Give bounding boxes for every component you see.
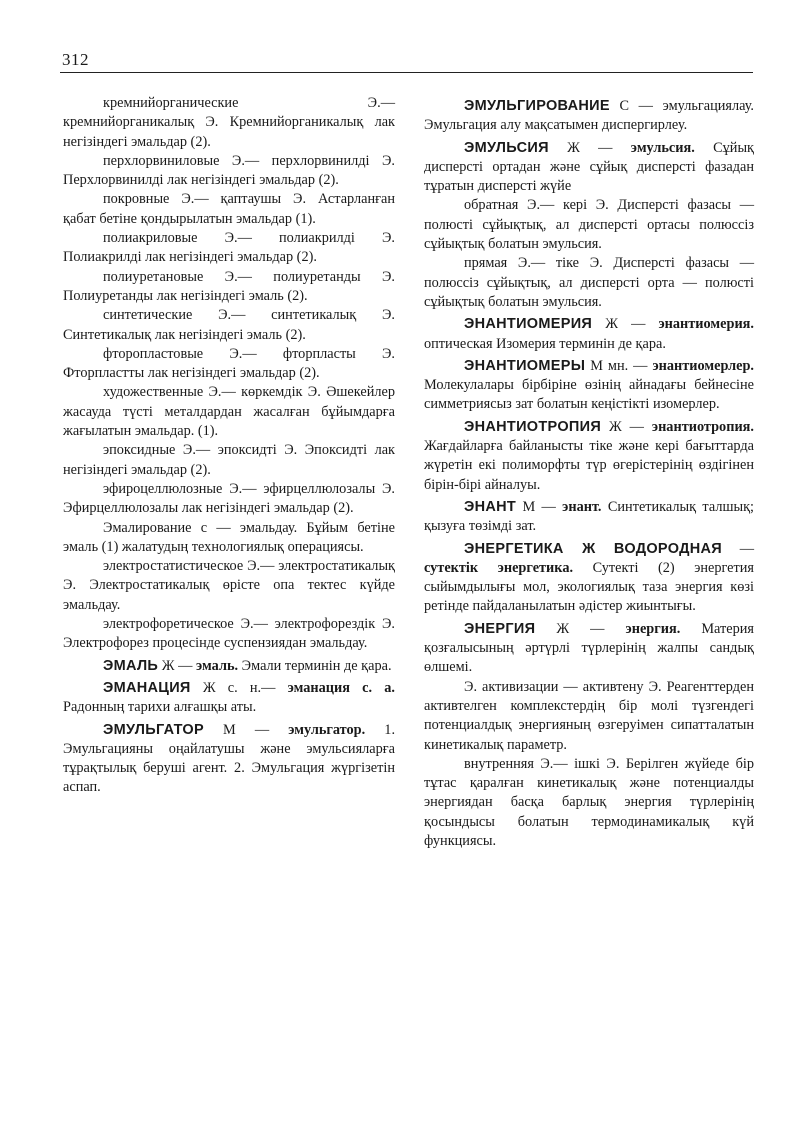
translation: эмаль. <box>195 657 239 674</box>
dictionary-subentry <box>63 441 395 480</box>
dictionary-subentry <box>63 94 395 152</box>
grammar-marker: Ж — <box>592 316 659 333</box>
grammar-marker: Ж — <box>601 418 652 435</box>
grammar-marker: М мн. — <box>585 357 653 374</box>
dictionary-subentry <box>424 678 754 755</box>
entry-text: покровные Э.— қаптаушы Э. Астарланған қабат бетіне қондырылатын эмальдар (1). <box>63 191 395 227</box>
translation: эмульгатор. <box>288 721 366 738</box>
dictionary-headword-entry <box>424 315 754 354</box>
entry-text: синтетические Э.— синтетикалық Э. Синтетикалық лак негізіндегі эмаль (2). <box>63 307 395 343</box>
entry-text: Э. активизации — активтену Э. Реагенттерден активтелген комплекстердің бір молі түзгендегі потенциалдық энергияның өзгеруімен сипатталатын кинетикалық параметр. <box>424 678 754 753</box>
entry-text: полиуретановые Э.— полиуретанды Э. Полиуретанды лак негізіндегі эмаль (2). <box>63 268 395 304</box>
dictionary-headword-entry <box>424 498 754 537</box>
dictionary-subentry <box>63 383 395 441</box>
entry-text: фторопластовые Э.— фторпласты Э. Фторпластты лак негізіндегі эмальдар (2). <box>63 345 395 382</box>
dictionary-subentry <box>63 557 395 615</box>
entry-text: Сұйық дисперсті ортадан және сұйық дисперсті фазадан тұратын дисперсті жүйе <box>424 139 754 195</box>
dictionary-headword-entry <box>424 540 754 617</box>
page-number: 312 <box>62 50 89 69</box>
dictionary-subentry <box>63 268 395 307</box>
dictionary-subentry <box>63 190 395 229</box>
grammar-marker: С — <box>609 98 663 114</box>
headword: ЭНАНТИОТРОПИЯ <box>464 418 602 435</box>
dictionary-headword-entry <box>424 620 754 678</box>
dictionary-subentry <box>424 755 754 851</box>
entry-text: прямая Э.— тіке Э. Дисперсті фазасы — полюссіз сұйықтық, ал дисперсті орта — полюсті сұйықтық болатын эмульсия. <box>424 255 754 310</box>
headword: ЭМУЛЬСИЯ <box>464 139 549 156</box>
dictionary-headword-entry <box>63 679 395 718</box>
entry-text: электрофоретическое Э.— электрофорездік Э. Электрофорез процесінде суспензиядан эмальдау. <box>63 616 395 652</box>
translation: эманация с. а. <box>287 679 395 696</box>
grammar-marker: — <box>722 540 754 557</box>
dictionary-subentry <box>63 229 395 268</box>
translation: энантиомерия. <box>658 316 754 333</box>
dictionary-subentry <box>63 152 395 191</box>
dictionary-subentry <box>63 306 395 345</box>
headword: ЭМАНАЦИЯ <box>103 679 191 696</box>
headword: ЭМАЛЬ <box>103 657 159 674</box>
entry-text: Эмалирование с — эмальдау. Бұйым бетіне эмаль (1) жалатудың технологиялық операциясы. <box>63 519 395 555</box>
entry-text: электростатистическое Э.— электростатикалық Э. Электростатикалық өрісте опа тектес күйде эмальдау. <box>63 558 395 613</box>
grammar-marker: Ж — <box>548 139 631 156</box>
translation: энантиомерлер. <box>652 357 754 374</box>
headword: ЭНАНТИОМЕРЫ <box>464 357 586 374</box>
left-column <box>63 94 395 798</box>
entry-text: полиакриловые Э.— полиакрилді Э. Полиакрилді лак негізіндегі эмальдар (2). <box>63 230 395 266</box>
dictionary-subentry <box>63 615 395 654</box>
headword: ЭНЕРГИЯ <box>464 620 536 637</box>
dictionary-subentry <box>63 519 395 558</box>
entry-text: эфироцеллюлозные Э.— эфирцеллюлозалы Э. Эфирцеллюлозалы лак негізіндегі эмальдар (2). <box>63 480 395 517</box>
grammar-marker: М — <box>203 721 289 738</box>
translation: сутектік энергетика. <box>424 559 574 576</box>
headword: ЭНАНТИОМЕРИЯ <box>464 316 593 333</box>
entry-text: эпоксидные Э.— эпоксидті Э. Эпоксидті лак негізіндегі эмальдар (2). <box>63 442 395 478</box>
entry-text: Материя қозғалысының әртүрлі түрлерінің жалпы сандық өлшемі. <box>424 620 754 676</box>
entry-text: Молекулалары бірбіріне өзінің айнадағы бейнесіне симметриясыз зат болатын кеңістікті изомерлер. <box>424 377 754 413</box>
translation: энантиотропия. <box>651 418 754 435</box>
entry-text: Эмали терминін де қара. <box>238 657 392 674</box>
dictionary-subentry <box>424 254 754 312</box>
grammar-marker: Ж — <box>158 657 196 674</box>
entry-text: перхлорвиниловые Э.— перхлорвинилді Э. Перхлорвинилді лак негізіндегі эмальдар (2). <box>63 152 395 189</box>
dictionary-headword-entry <box>63 657 395 676</box>
entry-text: Синтетикалық талшық; қызуға төзімді зат. <box>424 498 754 535</box>
dictionary-headword-entry <box>424 357 754 415</box>
entry-text: Радонның тарихи алғашқы аты. <box>63 699 257 716</box>
entry-text: кремнийорганические Э.— кремнийорганикалық Э. Кремнийорганикалық лак негізіндегі эмальдар (2). <box>63 95 395 150</box>
dictionary-headword-entry <box>424 139 754 197</box>
entry-text: Сутекті (2) энергетия сыйымдылығы мол, экологиялық таза энергия көзі ретінде пайдаланылатын әдістер жиынтығы. <box>424 559 754 615</box>
entry-text: художественные Э.— көркемдік Э. Әшекейлер жасауда түсті металдардан жасалған бұйымдарға жағылатын эмальдар. (1). <box>63 384 395 440</box>
grammar-marker: Ж — <box>535 620 626 637</box>
translation: энергия. <box>625 620 681 637</box>
grammar-marker: М — <box>516 498 563 515</box>
dictionary-subentry <box>63 345 395 384</box>
headword: ЭНЕРГЕТИКА Ж ВОДОРОДНАЯ <box>464 540 722 557</box>
dictionary-headword-entry <box>424 97 754 136</box>
entry-text: Жағдайларға байланысты тіке және кері бағыттарда жүретін екі полиморфты түр өгерістерінің өздігінен бірін-бірі айналуы. <box>424 438 754 493</box>
headword: ЭНАНТ <box>464 498 517 515</box>
entry-text: эмульгациялау. Эмульгация алу мақсатымен диспергирлеу. <box>424 98 754 134</box>
entry-text: 1. Эмульгацияны оңайлатушы және эмульсияларға тұрақтылық беруші агент. 2. Эмульгация жүргізетін аспап. <box>63 721 396 796</box>
translation: энант. <box>562 498 602 515</box>
dictionary-headword-entry <box>424 418 754 495</box>
translation: эмульсия. <box>630 139 695 156</box>
headword: ЭМУЛЬГИРОВАНИЕ <box>464 98 610 114</box>
grammar-marker: Ж с. н.— <box>190 679 288 696</box>
dictionary-subentry <box>63 480 395 519</box>
headword: ЭМУЛЬГАТОР <box>103 721 204 738</box>
entry-text: оптическая Изомерия терминін де қара. <box>424 335 666 352</box>
right-column <box>424 94 754 851</box>
dictionary-subentry <box>424 196 754 254</box>
entry-text: обратная Э.— кері Э. Дисперсті фазасы — полюсті сұйықтық, ал дисперсті ортасы полюссіз сұйықтық болатын эмульсия. <box>424 197 754 253</box>
dictionary-headword-entry <box>63 721 395 798</box>
header-rule <box>60 72 753 73</box>
entry-text: внутренняя Э.— ішкі Э. Берілген жүйеде бір тұтас қаралған кинетикалық және потенциалды энергиядан басқа барлық энергия түрлерінің қосындысы болатын термодинамикалық күй функциясы. <box>424 755 754 849</box>
